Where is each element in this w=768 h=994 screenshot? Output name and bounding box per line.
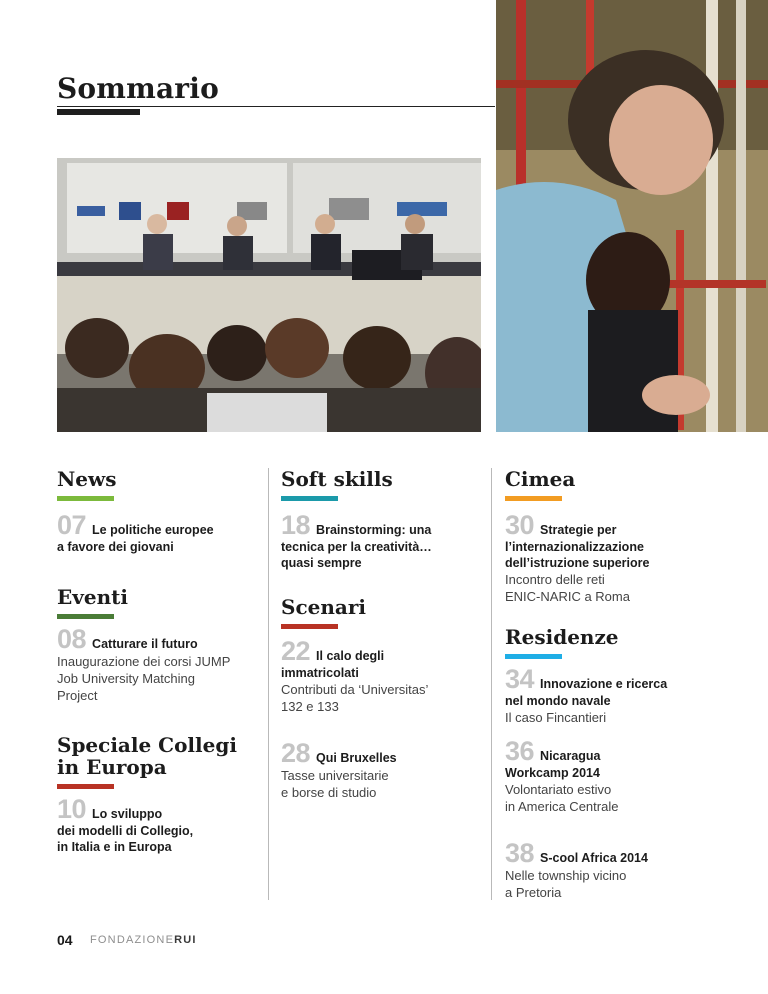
entry-title: Lo sviluppo <box>92 807 163 821</box>
toc-entry[interactable] <box>281 740 481 801</box>
brand-part-2: RUI <box>174 934 197 946</box>
entry-title: Workcamp 2014 <box>505 766 600 780</box>
title-accent-bar <box>57 109 140 115</box>
entry-title: nel mondo navale <box>505 694 611 708</box>
entry-subtitle: Inaugurazione dei corsi JUMP <box>57 654 231 669</box>
conference-photo <box>57 158 481 432</box>
toc-entry[interactable] <box>281 638 481 715</box>
section-cimea <box>505 468 715 507</box>
section-collegi <box>57 734 257 795</box>
section-residenze <box>505 626 715 665</box>
entry-title: a favore dei giovani <box>57 540 174 554</box>
brand-logo-text <box>90 934 197 946</box>
section-title: Soft skills <box>281 467 393 491</box>
section-bar <box>57 784 114 789</box>
section-bar <box>281 496 338 501</box>
section-scenari <box>281 596 481 635</box>
entry-subtitle: Il caso Fincantieri <box>505 710 607 725</box>
section-bar <box>281 624 338 629</box>
entry-subtitle: in America Centrale <box>505 799 619 814</box>
toc-entry[interactable] <box>281 512 481 571</box>
entry-title: Le politiche europee <box>92 523 214 537</box>
entry-title: Innovazione e ricerca <box>540 677 668 691</box>
entry-title: dell’istruzione superiore <box>505 556 650 570</box>
page-number: 18 <box>281 510 311 540</box>
toc-entry[interactable] <box>57 796 257 855</box>
page-number-footer: 04 <box>57 932 73 948</box>
page-number: 34 <box>505 664 535 694</box>
section-title: Speciale Collegi <box>57 733 237 757</box>
entry-subtitle: Incontro delle reti <box>505 572 605 587</box>
entry-title: in Italia e in Europa <box>57 840 172 854</box>
section-bar <box>57 614 114 619</box>
page-number: 38 <box>505 838 535 868</box>
section-softskills <box>281 468 481 507</box>
entry-title: Brainstorming: una <box>316 523 432 537</box>
entry-title: tecnica per la creatività… <box>281 540 432 554</box>
section-title: in Europa <box>57 755 167 779</box>
column-divider <box>268 468 269 900</box>
toc-entry[interactable] <box>505 840 715 901</box>
entry-subtitle: a Pretoria <box>505 885 562 900</box>
title-rule <box>57 106 495 107</box>
page-number: 36 <box>505 736 535 766</box>
entry-title: Catturare il futuro <box>92 637 198 651</box>
entry-subtitle: Volontariato estivo <box>505 782 612 797</box>
page-number: 28 <box>281 738 311 768</box>
toc-entry[interactable] <box>505 738 715 815</box>
entry-subtitle: Contributi da ‘Universitas’ <box>281 682 429 697</box>
page-number: 22 <box>281 636 311 666</box>
entry-subtitle: Project <box>57 688 98 703</box>
section-title: Scenari <box>281 595 366 619</box>
toc-entry[interactable] <box>57 512 257 555</box>
toc-entry[interactable] <box>505 512 715 605</box>
page-number: 08 <box>57 624 87 654</box>
brand-part-1: FONDAZIONE <box>90 934 175 946</box>
section-news <box>57 468 257 507</box>
volunteer-photo <box>496 0 768 432</box>
entry-title: Nicaragua <box>540 749 601 763</box>
entry-title: dei modelli di Collegio, <box>57 824 194 838</box>
section-title: Eventi <box>57 585 128 609</box>
entry-title: quasi sempre <box>281 556 362 570</box>
section-title: Cimea <box>505 467 576 491</box>
entry-title: l’internazionalizzazione <box>505 540 644 554</box>
section-bar <box>505 654 562 659</box>
entry-title: Strategie per <box>540 523 617 537</box>
section-bar <box>57 496 114 501</box>
entry-subtitle: Nelle township vicino <box>505 868 627 883</box>
entry-title: Qui Bruxelles <box>316 751 397 765</box>
entry-subtitle: Job University Matching <box>57 671 195 686</box>
toc-entry[interactable] <box>505 666 715 726</box>
page-number: 30 <box>505 510 535 540</box>
section-title: News <box>57 467 117 491</box>
entry-subtitle: Tasse universitarie <box>281 768 389 783</box>
section-title: Residenze <box>505 625 619 649</box>
entry-title: immatricolati <box>281 666 359 680</box>
entry-title: S-cool Africa 2014 <box>540 851 648 865</box>
section-bar <box>505 496 562 501</box>
toc-entry[interactable] <box>57 626 257 704</box>
entry-title: Il calo degli <box>316 649 385 663</box>
page-number: 07 <box>57 510 87 540</box>
page-title: Sommario <box>57 72 219 105</box>
section-eventi <box>57 586 257 625</box>
entry-subtitle: ENIC-NARIC a Roma <box>505 589 630 604</box>
entry-subtitle: 132 e 133 <box>281 699 339 714</box>
page-number: 10 <box>57 794 87 824</box>
entry-subtitle: e borse di studio <box>281 785 377 800</box>
column-divider <box>491 468 492 900</box>
